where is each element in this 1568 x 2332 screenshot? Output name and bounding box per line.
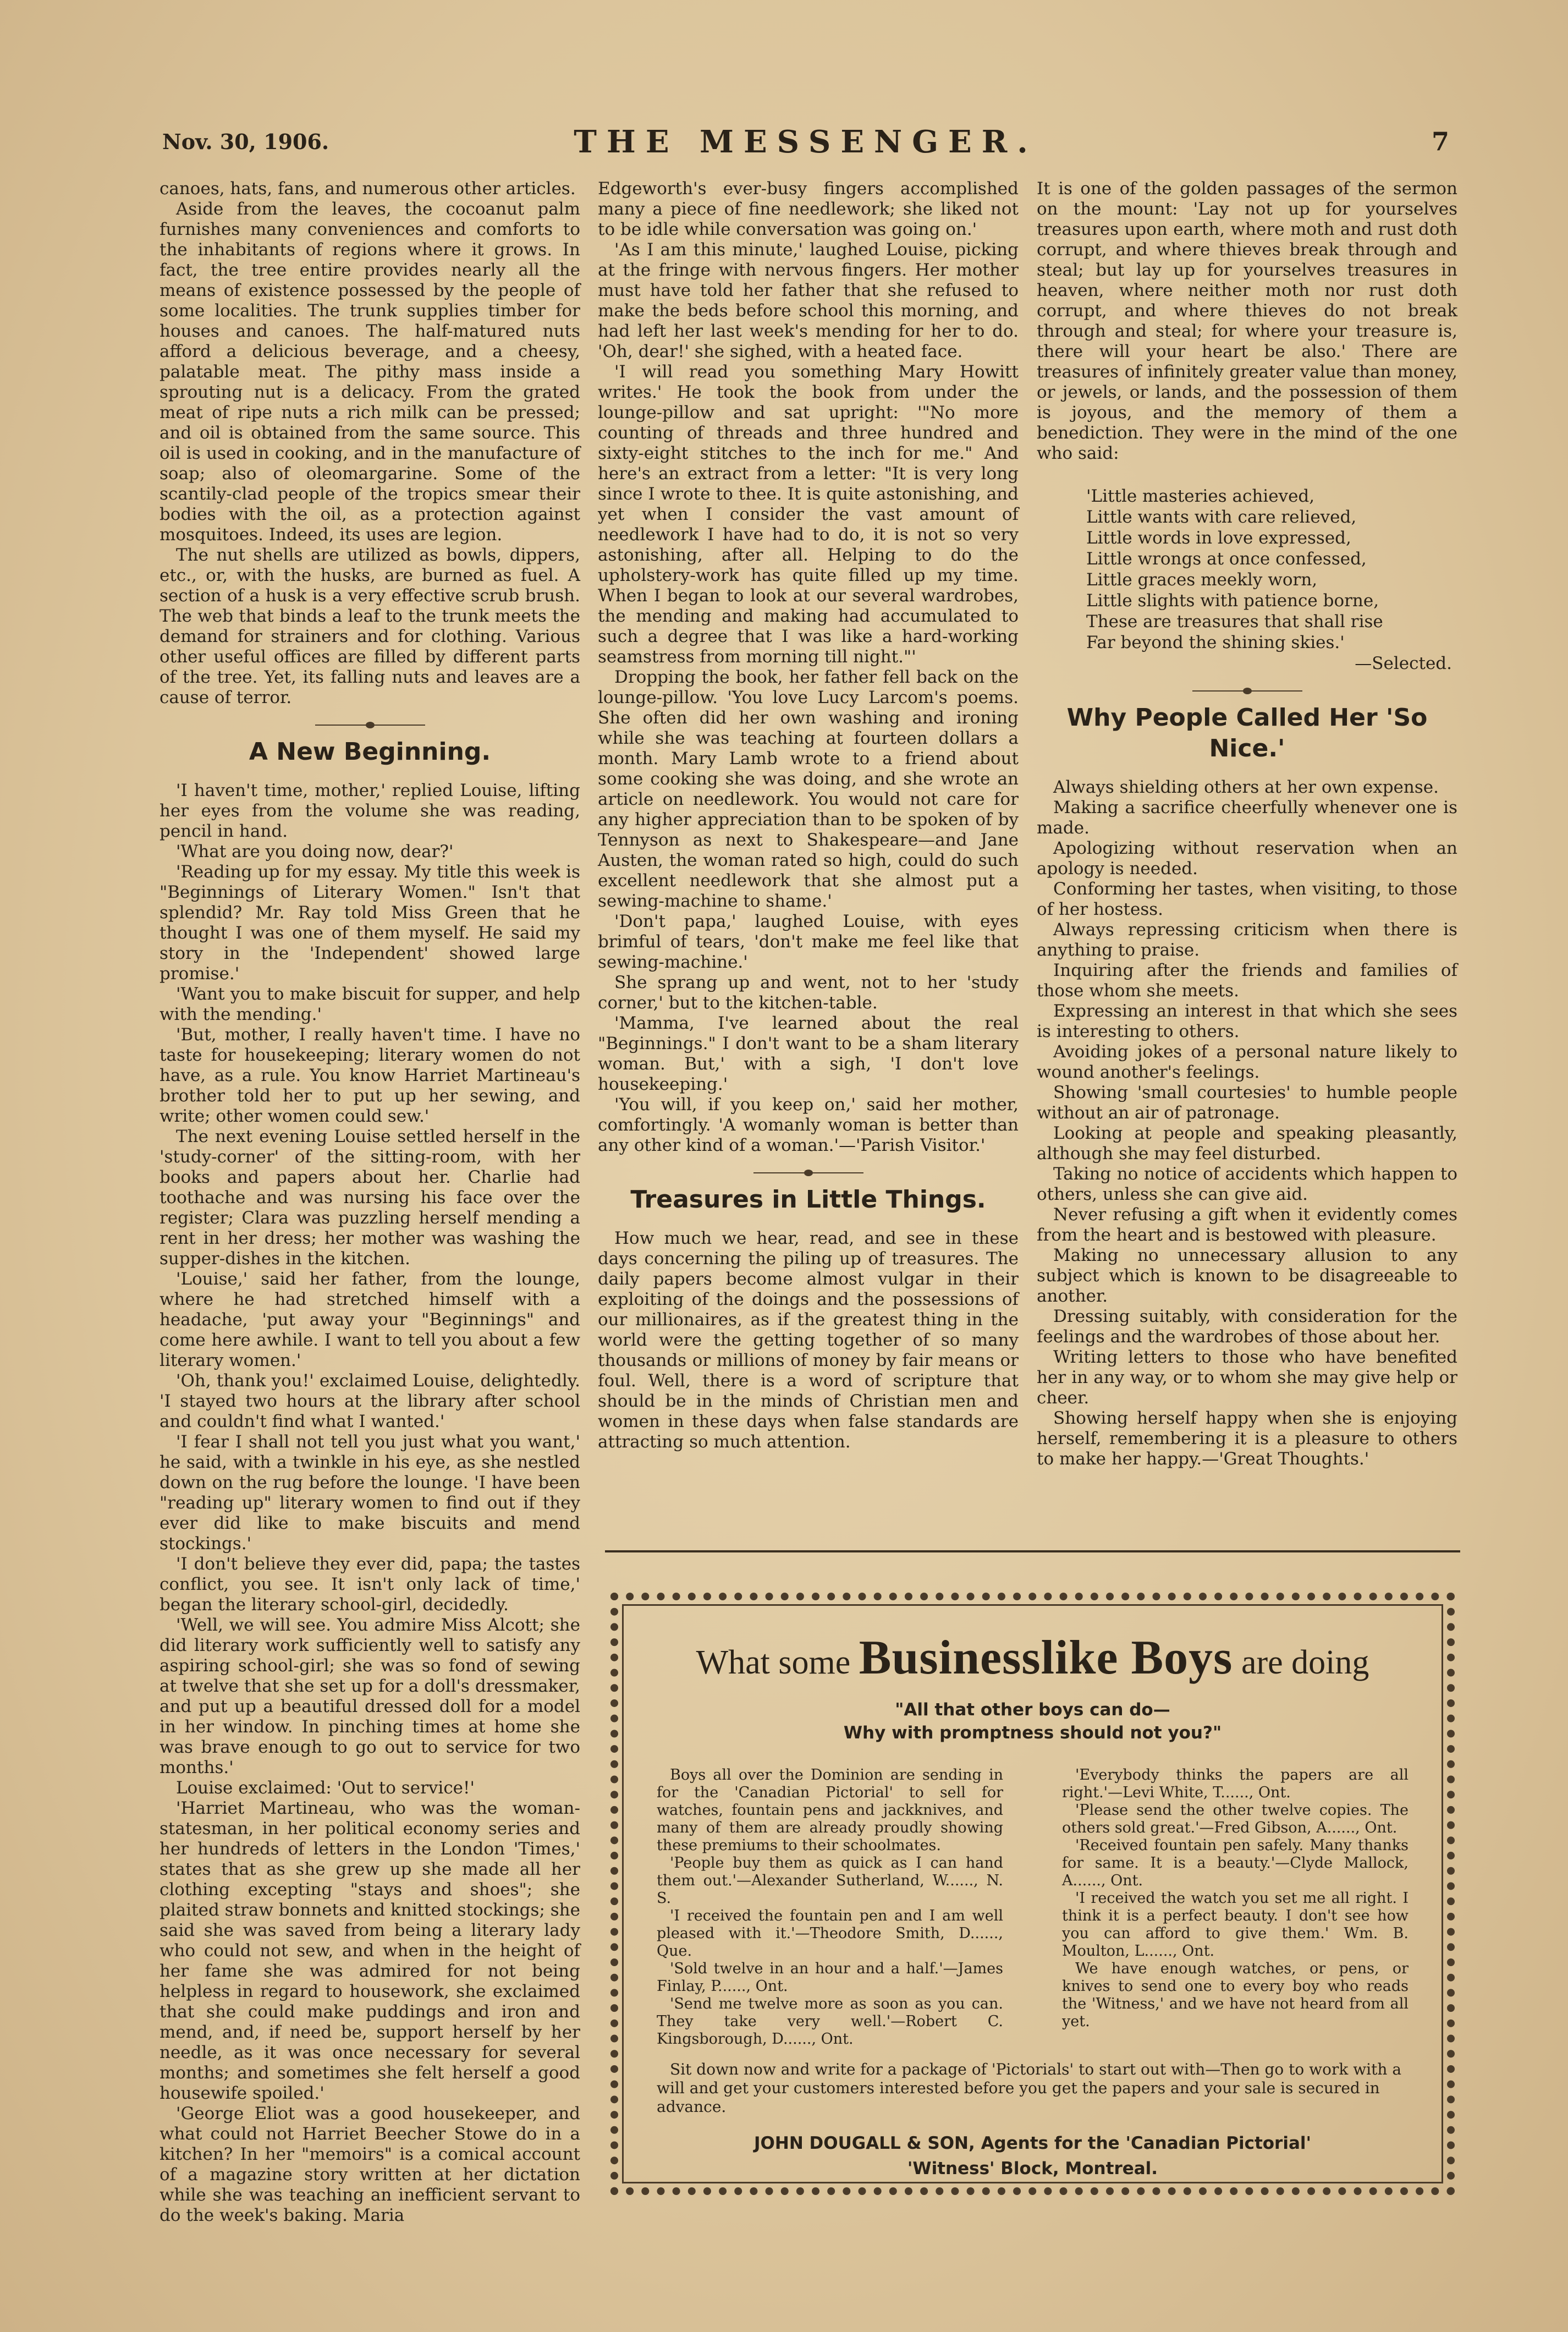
ad-testimonial: 'I received the watch you set me all right. I think it is a perfect beauty. I don't see how you can afford to give them.' Wm. B. Moulton, L......, Ont. (1062, 1890, 1409, 1960)
paragraph: Showing 'small courtesies' to humble people without an air of patronage. (1037, 1083, 1457, 1123)
paragraph: 'Want you to make biscuit for supper, and help with the mending.' (159, 984, 580, 1024)
page-header (162, 124, 1449, 168)
ad-column-right (1062, 1766, 1409, 2048)
ad-agent-block (657, 2131, 1409, 2181)
paragraph: 'I will read you something Mary Howitt writes.' He took the book from under the lounge-pillow and sat upright: '"No more counting of threads and three hundred and sixty-eight stitches to the inch for me." And here's an extract from a letter: "It is very long since I wrote to thee. It is quite astonishing, and yet when I consider the vast amount of needlework I have had to do, it is not so very astonishing, after all. Helping to do the upholstery-work has quite filled up my time. When I began to look at our several wardrobes, the mending and making had accumulated to such a degree that I was like a hard-working seamstress from morning till night."' (598, 362, 1019, 667)
paragraph: Making a sacrifice cheerfully whenever one is made. (1037, 798, 1457, 838)
ad-testimonial: 'I received the fountain pen and I am well pleased with it.'—Theodore Smith, D......, Que. (657, 1907, 1003, 1960)
paragraph: Always shielding others at her own expense. (1053, 777, 1439, 797)
paragraph: Aside from the leaves, the cocoanut palm furnishes many conveniences and comforts to the inhabitants of regions where it grows. In fact, the tree entire provides nearly all the means of existence possessed by the people of some localities. The trunk supplies timber for houses and canoes. The half-matured nuts afford a delicious beverage, and a cheesy, palatable meat. The pithy mass inside a sprouting nut is a delicacy. From the grated meat of ripe nuts a rich milk can be pressed; and oil is obtained from the same source. This oil is used in cooking, and in the manufacture of soap; also of oleomargarine. Some of the scantily-clad people of the tropics smear their bodies with the oil, as a protection against mosquitoes. Indeed, its uses are legion. (159, 199, 580, 545)
paragraph: Dropping the book, her father fell back on the lounge-pillow. 'You love Lucy Larcom's poems. She often did her own washing and ironing while she was teaching at fourteen dollars a month. Mary Lamb wrote to a friend about some cooking she was doing, and she wrote an article on needlework. You would not care for any higher appreciation than to be spoken of by Tennyson as next to Shakespeare—and Jane Austen, the woman rated so high, could do such excellent needlework that she almost put a sewing-machine to shame.' (598, 667, 1019, 911)
ad-column-left (657, 1766, 1003, 2048)
column-3 (1037, 179, 1457, 1469)
column-1 (159, 179, 580, 2226)
poem (1086, 486, 1457, 674)
paragraph: Making no unnecessary allusion to any subject which is known to be disagreeable to another. (1037, 1245, 1457, 1306)
ad-columns (657, 1766, 1409, 2048)
paragraph: Expressing an interest in that which she sees is interesting to others. (1037, 1001, 1457, 1041)
poem-line: Little wants with care relieved, (1086, 507, 1357, 527)
ad-subheading-line: Why with promptness should not you?" (843, 1723, 1222, 1743)
paragraph: She sprang up and went, not to her 'study corner,' but to the kitchen-table. (598, 973, 1019, 1013)
ad-testimonial: 'Send me twelve more as soon as you can. They take very well.'—Robert C. Kingsborough, D......, Ont. (657, 1995, 1003, 2048)
section-divider (1192, 690, 1302, 692)
paragraph: 'Mamma, I've learned about the real "Beginnings." I don't want to be a sham literary woman. But,' with a sigh, 'I don't love housekeeping.' (598, 1013, 1019, 1094)
paragraph: It is one of the golden passages of the sermon on the mount: 'Lay not up for yourselves treasures upon earth, where moth and rust doth corrupt, and where thieves break through and steal; but lay up for yourselves treasures in heaven, where neither moth nor rust doth corrupt, and where thieves do not break through and steal; for where your treasure is, there will your heart be also.' There are treasures of infinitely greater value than money, or jewels, or lands, and the possession of them is joyous, and the memory of them a benediction. They were in the mind of the one who said: (1037, 179, 1457, 463)
paragraph: 'I fear I shall not tell you just what you want,' he said, with a twinkle in his eye, as she nestled down on the rug before the lounge. 'I have been "reading up" literary women to find out if they ever did like to make biscuits and mend stockings.' (159, 1432, 580, 1554)
paragraph: Louise exclaimed: 'Out to service!' (176, 1778, 475, 1798)
ad-subheading-line: "All that other boys can do— (895, 1700, 1170, 1720)
paragraph: 'Reading up for my essay. My title this week is "Beginnings of Literary Women." Isn't that splendid? Mr. Ray told Miss Green that he thought I was one of them myself. He said my story in the 'Independent' showed large promise.' (159, 862, 580, 984)
poem-line: These are treasures that shall rise (1086, 612, 1383, 632)
article-title: Treasures in Little Things. (630, 1186, 986, 1214)
paragraph: Never refusing a gift when it evidently comes from the heart and is bestowed with pleasure. (1037, 1205, 1457, 1245)
paragraph: Conforming her tastes, when visiting, to those of her hostess. (1037, 879, 1457, 919)
paragraph: Showing herself happy when she is enjoying herself, remembering it is a pleasure to others to make her happy.—'Great Thoughts.' (1037, 1408, 1457, 1469)
paragraph: 'I haven't time, mother,' replied Louise, lifting her eyes from the volume she was reading, pencil in hand. (159, 781, 580, 841)
paragraph: The next evening Louise settled herself in the 'study-corner' of the sitting-room, with her books and papers about her. Charlie had toothache and was nursing his face over the register; Clara was puzzling herself mending a rent in her dress; her mother was washing the supper-dishes in the kitchen. (159, 1127, 580, 1269)
paragraph: Edgeworth's ever-busy fingers accomplished many a piece of fine needlework; she liked not to be idle while conversation was going on.' (598, 179, 1019, 239)
paragraph: 'Louise,' said her father, from the lounge, where he had stretched himself with a headache, 'put away your "Beginnings" and come here awhile. I want to tell you about a few literary women.' (159, 1269, 580, 1370)
poem-credit: —Selected. (1355, 654, 1452, 673)
paragraph: 'Well, we will see. You admire Miss Alcott; she did literary work sufficiently well to satisfy any aspiring school-girl; she was so fond of sewing at twelve that she set up for a doll's dressmaker, and put up a beautiful dressed doll for a model in her window. In pinching times at home she was brave enough to go out to service for two months.' (159, 1615, 580, 1777)
ad-subheading (657, 1698, 1409, 1744)
paragraph: Inquiring after the friends and families of those whom she meets. (1037, 961, 1457, 1001)
ad-headline (657, 1633, 1409, 1687)
paragraph: 'Don't papa,' laughed Louise, with eyes brimful of tears, 'don't make me feel like that sewing-machine.' (598, 912, 1019, 972)
paragraph: Writing letters to those who have benefited her in any way, or to whom she may give help or cheer. (1037, 1347, 1457, 1408)
column-2 (598, 179, 1019, 1452)
ad-testimonial: 'People buy them as quick as I can hand them out.'—Alexander Sutherland, W......, N. S. (657, 1854, 1003, 1907)
paragraph: Taking no notice of accidents which happen to others, unless she can give aid. (1037, 1164, 1457, 1204)
paragraph: How much we hear, read, and see in these days concerning the piling up of treasures. The daily papers become almost vulgar in their exploiting of the doings and the possessions of our millionaires, as if the greatest thing in the world were the getting together of so many thousands or millions of money by fair means or foul. Well, there is a word of scripture that should be in the minds of Christian men and women in these days when false standards are attracting so much attention. (598, 1228, 1019, 1452)
ad-agent-name: JOHN DOUGALL & SON, Agents for the 'Canadian Pictorial' (753, 2133, 1312, 2153)
article-title: Why People Called Her 'So Nice.' (1066, 704, 1428, 762)
ad-paragraph: We have enough watches, or pens, or knives to send one to every boy who reads the 'Witness,' and we have not heard from all yet. (1062, 1960, 1409, 2030)
section-divider (753, 1172, 863, 1173)
poem-line: Little wrongs at once confessed, (1086, 549, 1367, 569)
paragraph: 'George Eliot was a good housekeeper, and what could not Harriet Beecher Stowe do in a kitchen? In her "memoirs" is a comical account of a magazine story written at her dictation while she was teaching an inefficient servant to do the week's baking. Maria (159, 2104, 580, 2225)
ad-closing-text: Sit down now and write for a package of 'Pictorials' to start out with—Then go to work with a will and get your customers interested before you get the papers and your sale is secured in advance. (657, 2060, 1402, 2116)
paragraph: 'Oh, thank you!' exclaimed Louise, delightedly. 'I stayed two hours at the library after school and couldn't find what I wanted.' (159, 1371, 580, 1431)
poem-line: Little words in love expressed, (1086, 528, 1351, 548)
paragraph: Avoiding jokes of a personal nature likely to wound another's feelings. (1037, 1042, 1457, 1082)
poem-line: Little graces meekly worn, (1086, 570, 1318, 590)
ad-testimonial: 'Please send the other twelve copies. The others sold great.'—Fred Gibson, A......, Ont. (1062, 1802, 1409, 1836)
poem-line: 'Little masteries achieved, (1086, 486, 1315, 506)
paragraph: 'But, mother, I really haven't time. I have no taste for housekeeping; literary women do not have, as a rule. You know Harriet Martineau's brother told her to put up her sewing, and write; other women could sew.' (159, 1025, 580, 1126)
poem-line: Far beyond the shining skies.' (1086, 633, 1345, 652)
paragraph: 'What are you doing now, dear?' (176, 842, 454, 862)
ad-testimonial: 'Received fountain pen safely. Many thanks for same. It is a beauty.'—Clyde Mallock, A......, Ont. (1062, 1837, 1409, 1889)
paragraph: 'I don't believe they ever did, papa; the tastes conflict, you see. It isn't only lack of time,' began the literary school-girl, decidedly. (159, 1554, 580, 1615)
advertisement-box (610, 1593, 1455, 2195)
paragraph: 'Harriet Martineau, who was the woman-statesman, in her political economy series and her hundreds of letters in the London 'Times,' states that as she grew up she made all her clothing excepting "stays and shoes"; she plaited straw bonnets and knitted stockings; she said she was saved from being a literary lady who could not sew, and when in the height of her fame she was admired for not being helpless in regard to housework, she exclaimed that she could make puddings and iron and mend, and, if need be, support herself by her needle, as it was once necessary for several months; and sometimes she felt herself a good housewife spoiled.' (159, 1798, 580, 2103)
section-divider (315, 725, 425, 726)
paragraph: Always repressing criticism when there is anything to praise. (1037, 920, 1457, 960)
ad-testimonial: 'Sold twelve in an hour and a half.'—James Finlay, P......, Ont. (657, 1960, 1003, 1995)
paragraph: Dressing suitably, with consideration for the feelings and the wardrobes of those about her. (1037, 1307, 1457, 1347)
article-title: A New Beginning. (249, 738, 491, 766)
ad-headline-emphasis: Businesslike Boys (859, 1631, 1233, 1684)
masthead-title: THE MESSENGER. (574, 124, 1038, 160)
poem-line: Little slights with patience borne, (1086, 591, 1379, 611)
paragraph: 'You will, if you keep on,' said her mother, comfortingly. 'A womanly woman is better than any other kind of a woman.'—'Parish Visitor.' (598, 1095, 1019, 1155)
ad-paragraph: Boys all over the Dominion are sending in for the 'Canadian Pictorial' to sell for watches, fountain pens and jackknives, and many of them are already proudly showing these premiums to their schoolmates. (657, 1766, 1003, 1854)
paragraph: Looking at people and speaking pleasantly, although she may feel disturbed. (1037, 1123, 1457, 1164)
horizontal-rule (605, 1550, 1460, 1552)
paragraph: canoes, hats, fans, and numerous other articles. (159, 179, 576, 199)
ad-headline-post: are doing (1241, 1644, 1369, 1681)
paragraph: The nut shells are utilized as bowls, dippers, etc., or, with the husks, are burned as fuel. A section of a husk is a very effective scrub brush. The web that binds a leaf to the trunk meets the demand for strainers and for clothing. Various other useful offices are filled by different parts of the tree. Yet, its falling nuts and leaves are a cause of terror. (159, 545, 580, 707)
ad-headline-pre: What some (696, 1644, 851, 1681)
paragraph: 'As I am this minute,' laughed Louise, picking at the fringe with nervous fingers. Her mother must have told her father that she refused to make the beds before school this morning, and had left her last week's mending for her to do. 'Oh, dear!' she sighed, with a heated face. (598, 240, 1019, 361)
ad-agent-address: 'Witness' Block, Montreal. (907, 2159, 1158, 2179)
page-number: 7 (1431, 127, 1449, 156)
ad-testimonial: 'Everybody thinks the papers are all right.'—Levi White, T......, Ont. (1062, 1766, 1409, 1801)
issue-date: Nov. 30, 1906. (162, 129, 329, 154)
paragraph: Apologizing without reservation when an apology is needed. (1037, 838, 1457, 879)
